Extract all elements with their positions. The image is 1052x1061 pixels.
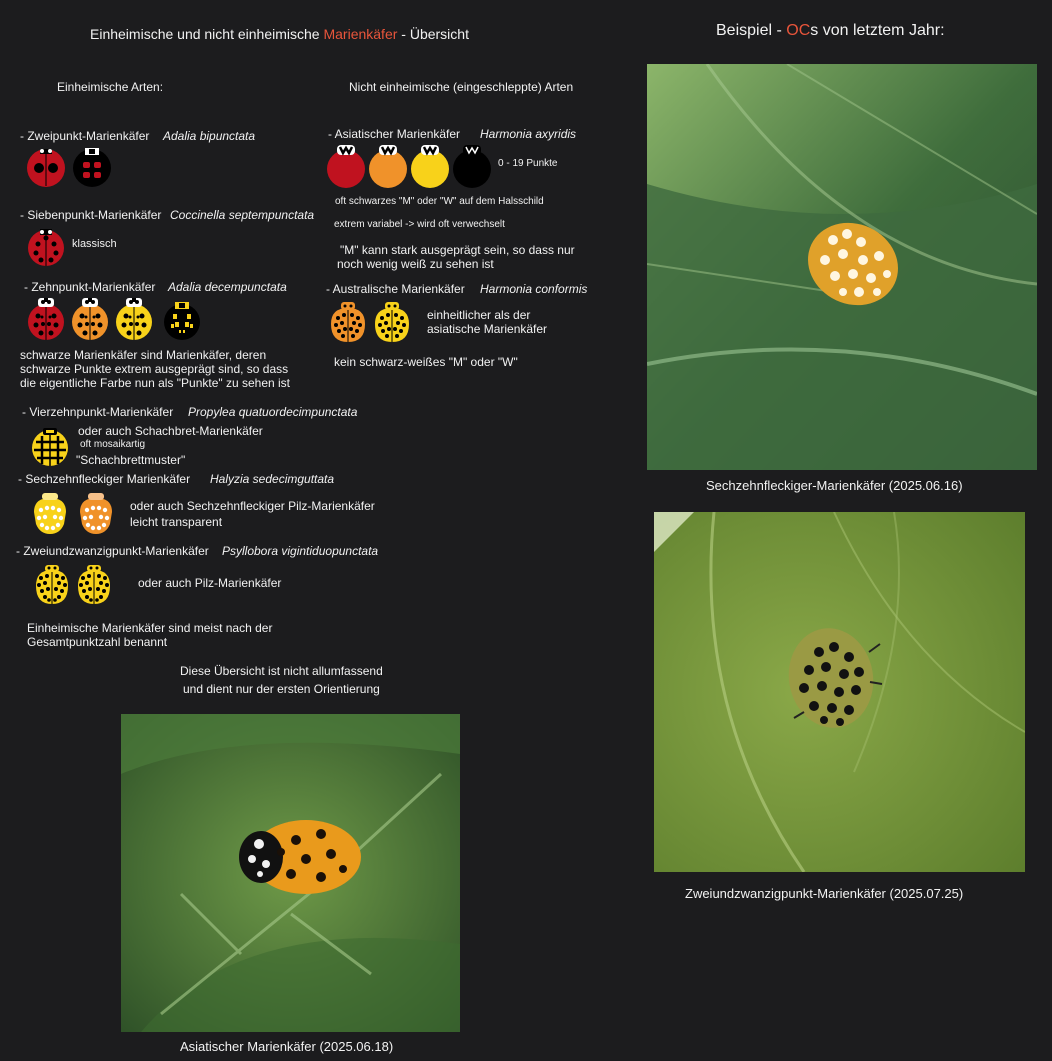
nonnative-heading: Nicht einheimische (eingeschleppte) Arten (349, 80, 574, 94)
asiatisch-points: 0 - 19 Punkte (498, 158, 558, 169)
australisch-latin: Harmonia conformis (480, 282, 588, 296)
vierzehnpunkt-latin: Propylea quatuordecimpunctata (188, 405, 358, 419)
overview-title (90, 26, 469, 42)
ladybug-yellow-icon (34, 493, 66, 534)
ladybug-black-icon (164, 302, 200, 340)
zweipunkt-icons (26, 146, 116, 188)
australisch-note2: asiatische Marienkäfer (427, 322, 548, 336)
zehnpunkt-icons (26, 296, 206, 342)
black-note-line2: schwarze Punkte extrem ausgeprägt sind, so dass (20, 362, 289, 376)
sechzehnfleckig-photo (647, 64, 1037, 470)
ladybug-yellow-icon (116, 298, 152, 340)
ladybug-orange-icon (331, 302, 365, 342)
vierzehnpunkt-icon (30, 424, 72, 468)
vierzehnpunkt-note3: "Schachbrettmuster" (76, 453, 186, 467)
ladybug-yellow-icon (78, 565, 110, 604)
zehnpunkt-latin: Adalia decempunctata (168, 280, 287, 294)
asian-ladybug-photo (121, 714, 460, 1032)
zweiundzwanzigpunkt-photo (654, 512, 1025, 872)
examples-title-accent: OC (786, 22, 811, 39)
ladybug-black-icon (73, 148, 111, 187)
zweipunkt-latin: Adalia bipunctata (163, 129, 256, 143)
vierzehnpunkt-name: - Vierzehnpunkt-Marienkäfer (22, 405, 174, 419)
ladybug-yellow-icon (36, 565, 68, 604)
ladybug-yellow-icon (375, 302, 409, 342)
australisch-icons (328, 298, 418, 344)
disclaimer-line2: und dient nur der ersten Orientierung (183, 682, 380, 696)
australisch-name: - Australische Marienkäfer (326, 282, 465, 296)
ladybug-orange-icon (80, 493, 112, 534)
asiatisch-latin: Harmonia axyridis (480, 127, 577, 141)
black-note-line1: schwarze Marienkäfer sind Marienkäfer, deren (20, 348, 267, 362)
siebenpunkt-latin: Coccinella septempunctata (170, 208, 315, 222)
naming-note-line2: Gesamtpunktzahl benannt (27, 635, 168, 649)
asiatisch-note4: noch wenig weiß zu sehen ist (337, 257, 494, 271)
vierzehnpunkt-note1: oder auch Schachbret-Marienkäfer (78, 424, 263, 438)
ladybug-orange-icon (72, 298, 108, 340)
overview-title-suffix: - Übersicht (397, 26, 469, 42)
disclaimer-line1: Diese Übersicht ist nicht allumfassend (180, 664, 383, 678)
zweipunkt-name: - Zweipunkt-Marienkäfer (20, 129, 150, 143)
asiatisch-note1: oft schwarzes "M" oder "W" auf dem Halsschild (335, 196, 544, 207)
examples-title-text: Beispiel - (716, 22, 787, 39)
asiatisch-note2: extrem variabel -> wird oft verwechselt (334, 219, 505, 230)
sechzehnfleckig-caption: Sechzehnfleckiger-Marienkäfer (2025.06.16) (706, 478, 963, 493)
ladybug-red-icon (28, 298, 64, 340)
australisch-note1: einheitlicher als der (427, 308, 531, 322)
examples-title (716, 22, 945, 40)
overview-title-text: Einheimische und nicht einheimische (90, 26, 324, 42)
sechzehn-latin: Halyzia sedecimguttata (210, 472, 335, 486)
asiatisch-icons (326, 143, 496, 189)
asiatisch-name: - Asiatischer Marienkäfer (328, 127, 461, 141)
ladybug-black-icon (453, 145, 491, 188)
sechzehn-note1: oder auch Sechzehnfleckiger Pilz-Marienkäfer (130, 499, 375, 513)
sechzehn-icons (30, 490, 122, 536)
zweiundzwanzigpunkt-caption: Zweiundzwanzigpunkt-Marienkäfer (2025.07.25) (685, 886, 964, 901)
zweiundzwanzig-icons (32, 562, 118, 608)
siebenpunkt-icon (26, 226, 68, 268)
overview-title-accent: Marienkäfer (323, 26, 398, 42)
native-heading: Einheimische Arten: (57, 80, 164, 94)
australisch-note3: kein schwarz-weißes "M" oder "W" (334, 355, 518, 369)
examples-title-suffix: s von letztem Jahr: (810, 22, 945, 39)
ladybug-yellow-icon (411, 145, 449, 188)
ladybug-red-icon (27, 149, 65, 187)
ladybug-red-icon (327, 145, 365, 188)
zweiundzwanzig-latin: Psyllobora vigintiduopunctata (222, 544, 379, 558)
black-note-line3: die eigentliche Farbe nun als "Punkte" zu sehen ist (20, 376, 291, 390)
naming-note-line1: Einheimische Marienkäfer sind meist nach der (27, 621, 273, 635)
sechzehn-note2: leicht transparent (130, 515, 223, 529)
sechzehn-name: - Sechzehnfleckiger Marienkäfer (18, 472, 191, 486)
asian-ladybug-caption: Asiatischer Marienkäfer (2025.06.18) (180, 1039, 394, 1054)
zweiundzwanzig-note: oder auch Pilz-Marienkäfer (138, 576, 282, 590)
siebenpunkt-name: - Siebenpunkt-Marienkäfer (20, 208, 162, 222)
asiatisch-note3: "M" kann stark ausgeprägt sein, so dass nur (340, 243, 575, 257)
ladybug-orange-icon (369, 145, 407, 188)
vierzehnpunkt-note2: oft mosaikartig (80, 439, 146, 450)
zehnpunkt-name: - Zehnpunkt-Marienkäfer (24, 280, 156, 294)
siebenpunkt-note: klassisch (72, 238, 117, 250)
zweiundzwanzig-name: - Zweiundzwanzigpunkt-Marienkäfer (16, 544, 209, 558)
